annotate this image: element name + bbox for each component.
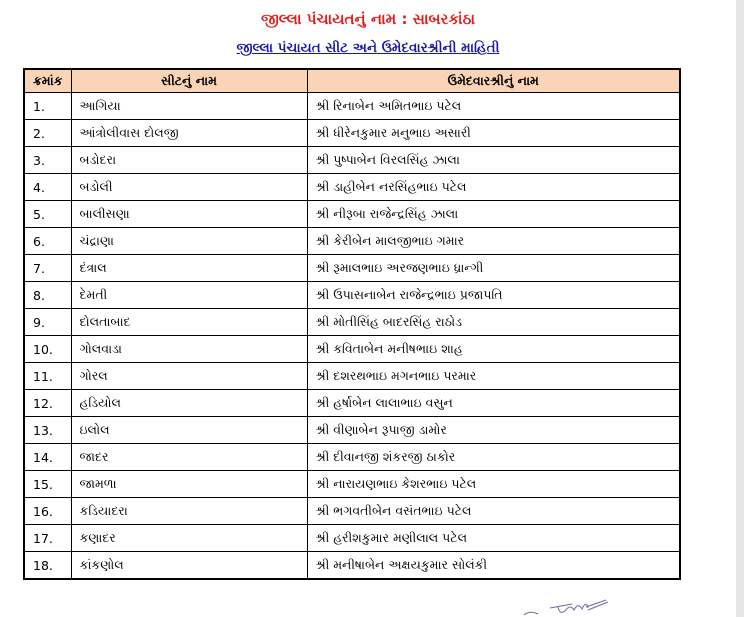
seat-name-cell: બડોલી [71,174,307,201]
table-row [24,417,680,444]
serial-number-cell: 3. [24,147,71,174]
candidate-name-cell: શ્રી ધીરેનકુમાર મનુભાઇ અસારી [307,120,680,147]
candidate-name-cell: શ્રી દશરથભાઇ મગનભાઇ પરમાર [307,363,680,390]
seat-name-cell: હડિયોલ [71,390,307,417]
serial-number-cell: 8. [24,282,71,309]
seat-name-cell: કાંકણોલ [71,552,307,580]
serial-number-cell: 17. [24,525,71,552]
table-row [24,336,680,363]
serial-number-cell: 15. [24,471,71,498]
table-row [24,525,680,552]
candidate-name-cell: શ્રી મોતીસિંહ બાદરસિંહ રાઠોડ [307,309,680,336]
serial-number-cell: 5. [24,201,71,228]
table-header-row [24,69,680,93]
candidate-name-cell: શ્રી નારાયણભાઇ કેશરભાઇ પટેલ [307,471,680,498]
candidate-name-cell: શ્રી હર્ષાબેન લાલાભાઇ વસુન [307,390,680,417]
document-subtitle: જીલ્લા પંચાયત સીટ અને ઉમેદવારશ્રીની માહિતી [236,40,500,56]
serial-number-cell: 16. [24,498,71,525]
table-row [24,390,680,417]
seat-name-cell: બડોદરા [71,147,307,174]
table-row [24,471,680,498]
table-row [24,444,680,471]
seat-name-cell: ગોરલ [71,363,307,390]
seat-name-cell: ચંદ્રાણા [71,228,307,255]
serial-number-cell: 10. [24,336,71,363]
candidate-name-cell: શ્રી મનીષાબેન અક્ષયકુમાર સોલંકી [307,552,680,580]
table-row [24,93,680,120]
candidate-name-cell: શ્રી ઉપાસનાબેન રાજેન્દ્રભાઇ પ્રજાપતિ [307,282,680,309]
serial-number-cell: 12. [24,390,71,417]
seat-name-cell: દોલતાબાદ [71,309,307,336]
candidate-name-cell: શ્રી ભગવતીબેન વસંતભાઇ પટેલ [307,498,680,525]
seat-name-cell: દેમતી [71,282,307,309]
candidate-name-cell: શ્રી પુષ્પાબેન વિરલસિંહ ઝાલા [307,147,680,174]
seat-name-cell: જામળા [71,471,307,498]
seat-name-cell: કડિયાદરા [71,498,307,525]
candidate-name-cell: શ્રી દીવાનજી શંકરજી ઠાકોર [307,444,680,471]
serial-number-cell: 7. [24,255,71,282]
serial-number-cell: 11. [24,363,71,390]
table-row [24,120,680,147]
serial-number-cell: 14. [24,444,71,471]
table-row [24,552,680,580]
seat-name-cell: ઇલોલ [71,417,307,444]
serial-number-cell: 6. [24,228,71,255]
serial-number-cell: 1. [24,93,71,120]
serial-number-cell: 4. [24,174,71,201]
candidate-name-cell: શ્રી નીરૂબા રાજેન્દ્રસિંહ ઝાલા [307,201,680,228]
serial-number-cell: 13. [24,417,71,444]
table-row [24,498,680,525]
table-row [24,309,680,336]
candidate-name-cell: શ્રી કેરીબેન માલજીભાઇ ગમાર [307,228,680,255]
serial-number-cell: 9. [24,309,71,336]
signature-mark [522,598,622,617]
table-row [24,147,680,174]
candidate-name-cell: શ્રી કવિતાબેન મનીષભાઇ શાહ [307,336,680,363]
table-row [24,282,680,309]
table-row [24,201,680,228]
seat-name-cell: આગિયા [71,93,307,120]
candidate-name-cell: શ્રી રિનાબેન અમિતભાઇ પટેલ [307,93,680,120]
candidate-name-cell: શ્રી રૂમાલભાઇ અરજણભાઇ ધ્રાન્ગી [307,255,680,282]
header-serial-number: ક્રમાંક [24,69,71,93]
seat-name-cell: બાલીસણા [71,201,307,228]
candidate-name-cell: શ્રી હરીશકુમાર મણીલાલ પટેલ [307,525,680,552]
table-row [24,228,680,255]
candidate-name-cell: શ્રી ડાહીબેન નરસિંહભાઇ પટેલ [307,174,680,201]
header-seat-name: સીટનું નામ [71,69,307,93]
table-row [24,255,680,282]
header-candidate-name: ઉમેદવારશ્રીનું નામ [307,69,680,93]
table-row [24,174,680,201]
document-title: જીલ્લા પંચાયતનું નામ : સાબરકાંઠા [260,10,476,28]
seat-name-cell: કણાદર [71,525,307,552]
seat-name-cell: આંત્રોલીવાસ દોલજી [71,120,307,147]
seat-candidate-table [23,68,681,580]
candidate-name-cell: શ્રી વીણાબેન રૂપાજી ડામોર [307,417,680,444]
seat-name-cell: જાદર [71,444,307,471]
page-edge-strip [736,0,744,617]
seat-name-cell: દંત્રાલ [71,255,307,282]
serial-number-cell: 18. [24,552,71,580]
seat-name-cell: ગોલવાડા [71,336,307,363]
table-row [24,363,680,390]
serial-number-cell: 2. [24,120,71,147]
